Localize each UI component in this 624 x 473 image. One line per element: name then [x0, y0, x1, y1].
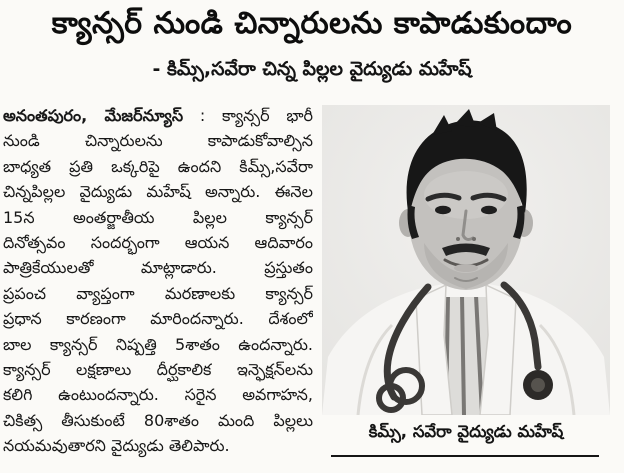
- body-line: క్యాన్సర్ లక్షణాలు దీర్ఘకాలిక ఇన్ఫెక్షన్‌లను: [3, 359, 313, 379]
- body-line: నయమవుతారని వైద్యుడు తెలిపారు.: [3, 436, 230, 456]
- photo-caption: కిమ్స్, సవేరా వైద్యుడు మహేష్: [368, 422, 564, 441]
- body-line: చిన్నపిల్లల వైద్యుడు మహేష్ అన్నారు. ఈనెల: [3, 182, 313, 202]
- doctor-photo: [322, 105, 610, 415]
- body-line: దినోత్సవం సందర్భంగా ఆయన ఆదివారం: [3, 232, 313, 252]
- body-line: [3, 103, 313, 128]
- body-line: బాల క్యాన్సర్ నిష్పత్తి 5శాతం ఉందన్నారు.: [3, 334, 313, 354]
- headline: క్యాన్సర్ నుండి చిన్నారులను కాపాడుకుందాం: [51, 6, 573, 41]
- subheadline: - కిమ్స్,సవేరా చిన్న పిల్లల వైద్యుడు మహేష్: [152, 58, 472, 80]
- body-line-text: : క్యాన్సర్ భారీ: [183, 106, 313, 125]
- caption-rule: [331, 455, 599, 457]
- body-line: బాధ్యత ప్రతి ఒక్కరిపై ఉందని కిమ్స్,సవేరా: [3, 156, 313, 176]
- body-line: 15న అంతర్జాతీయ పిల్లల క్యాన్సర్: [3, 207, 313, 227]
- body-line: చికిత్స తీసుకుంటే 80శాతం మంది పిల్లలు: [3, 410, 313, 430]
- body-line: ప్రధాన కారణంగా మారిందన్నారు. దేశంలో: [3, 309, 313, 329]
- body-line: నుండి చిన్నారులను కాపాడుకోవాల్సిన: [3, 131, 313, 151]
- dateline: అనంతపురం, మేజర్‌న్యూస్: [3, 106, 184, 125]
- body-line: కలిగి ఉంటుందన్నారు. సరైన అవగాహన,: [3, 385, 313, 405]
- article-body: [3, 103, 313, 463]
- body-line: పాత్రికేయులతో మాట్లాడారు. ప్రస్తుతం: [3, 258, 313, 278]
- body-line: ప్రపంచ వ్యాప్తంగా మరణాలకు క్యాన్సర్: [3, 283, 313, 303]
